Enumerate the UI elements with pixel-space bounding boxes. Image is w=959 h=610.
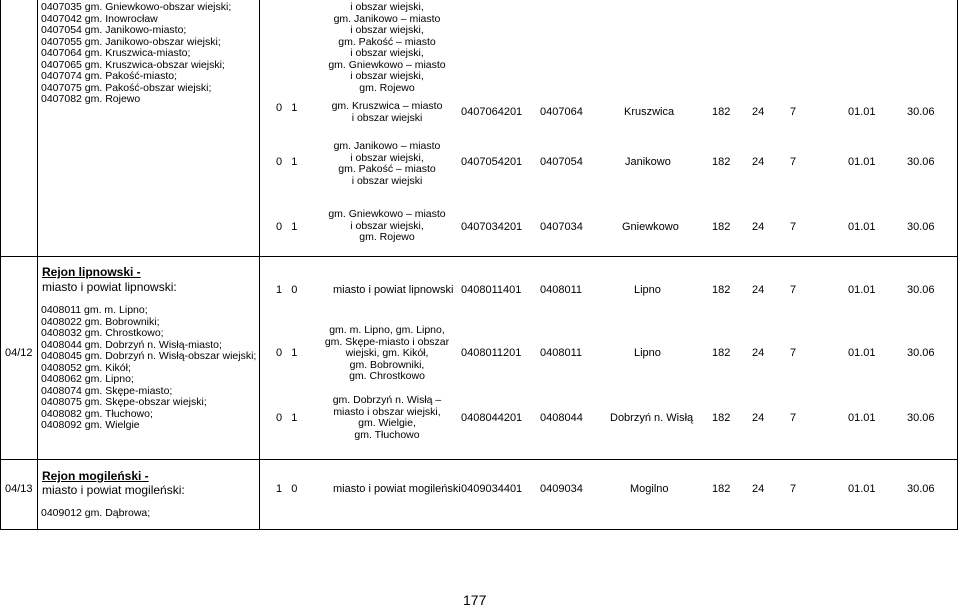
table-bottom-border bbox=[0, 529, 958, 530]
description-line: i obszar wiejski, bbox=[350, 70, 424, 82]
code-1: 0408011201 bbox=[461, 347, 522, 359]
column-divider bbox=[37, 0, 38, 530]
row-description: miasto i powiat mogileński bbox=[333, 483, 461, 495]
section-number: 04/12 bbox=[5, 347, 33, 359]
place-name: Janikowo bbox=[625, 156, 671, 168]
section2-left-list bbox=[41, 305, 256, 432]
description-line: wiejski, gm. Kikół, bbox=[345, 347, 429, 359]
table-left-border bbox=[0, 0, 1, 530]
date-2: 30.06 bbox=[907, 347, 935, 359]
description-line: gm. Gniewkowo – miasto bbox=[328, 58, 446, 71]
date-2: 30.06 bbox=[907, 412, 935, 424]
list-item: 0408062 gm. Lipno; bbox=[41, 373, 134, 385]
row-flags: 0 1 bbox=[276, 347, 298, 359]
date-2: 30.06 bbox=[907, 106, 935, 118]
section-divider bbox=[0, 256, 958, 257]
table-right-border bbox=[957, 0, 958, 530]
list-item: 0407074 gm. Pakość-miasto; bbox=[41, 70, 177, 82]
list-item: 0408052 gm. Kikół; bbox=[41, 361, 131, 374]
value-1: 182 bbox=[712, 106, 731, 118]
row-description bbox=[318, 325, 456, 383]
section-number: 04/13 bbox=[5, 483, 33, 495]
value-3: 7 bbox=[790, 156, 797, 168]
list-item: 0408032 gm. Chrostkowo; bbox=[41, 327, 164, 339]
date-1: 01.01 bbox=[848, 106, 876, 118]
date-1: 01.01 bbox=[848, 284, 876, 296]
row-description-top bbox=[322, 2, 452, 94]
description-line: gm. Dobrzyń n. Wisłą – bbox=[332, 394, 442, 406]
list-item: 0408092 gm. Wielgie bbox=[41, 419, 140, 431]
description-line: i obszar wiejski, bbox=[350, 151, 424, 164]
value-3: 7 bbox=[790, 347, 797, 359]
column-divider bbox=[259, 0, 260, 530]
list-item: 0409012 gm. Dąbrowa; bbox=[41, 507, 151, 519]
value-1: 182 bbox=[712, 347, 731, 359]
row-flags: 0 1 bbox=[276, 102, 298, 114]
section3-left-list bbox=[41, 508, 150, 520]
section-subtitle: miasto i powiat lipnowski: bbox=[42, 280, 177, 294]
code-2: 0408011 bbox=[540, 284, 583, 296]
place-name: Kruszwica bbox=[624, 106, 675, 118]
list-item: 0408011 gm. m. Lipno; bbox=[41, 304, 148, 316]
value-2: 24 bbox=[752, 284, 765, 296]
row-flags: 1 0 bbox=[276, 483, 298, 495]
row-flags: 0 1 bbox=[276, 156, 298, 168]
date-2: 30.06 bbox=[907, 156, 935, 168]
code-1: 0408011401 bbox=[461, 284, 522, 296]
value-3: 7 bbox=[790, 412, 797, 424]
description-line: gm. Tłuchowo bbox=[354, 428, 420, 441]
value-1: 182 bbox=[712, 284, 731, 296]
description-line: gm. Pakość – miasto bbox=[338, 163, 436, 175]
description-line: gm. Rojewo bbox=[359, 81, 415, 94]
description-line: i obszar wiejski, bbox=[350, 24, 424, 36]
place-name: Mogilno bbox=[630, 483, 669, 495]
value-2: 24 bbox=[752, 483, 765, 495]
section-subtitle: miasto i powiat mogileński: bbox=[42, 483, 185, 497]
value-1: 182 bbox=[712, 221, 731, 233]
list-item: 0407065 gm. Kruszwica-obszar wiejski; bbox=[41, 58, 225, 71]
row-flags: 1 0 bbox=[276, 284, 298, 296]
list-item: 0408074 gm. Skępe-miasto; bbox=[41, 384, 173, 397]
code-2: 0408044 bbox=[540, 412, 583, 424]
place-name: Dobrzyń n. Wisłą bbox=[610, 412, 694, 424]
place-name: Lipno bbox=[634, 284, 661, 296]
code-2: 0408011 bbox=[540, 347, 583, 359]
section1-left-list bbox=[41, 2, 231, 106]
date-1: 01.01 bbox=[848, 347, 876, 359]
list-item: 0407035 gm. Gniewkowo-obszar wiejski; bbox=[41, 1, 232, 13]
value-3: 7 bbox=[790, 221, 797, 233]
date-2: 30.06 bbox=[907, 284, 935, 296]
date-1: 01.01 bbox=[848, 412, 876, 424]
row-flags: 0 1 bbox=[276, 412, 298, 424]
description-line: gm. Janikowo – miasto bbox=[333, 140, 441, 152]
description-line: gm. Pakość – miasto bbox=[338, 35, 436, 48]
description-line: gm. Gniewkowo – miasto bbox=[328, 208, 446, 220]
row-description bbox=[322, 209, 452, 244]
description-line: gm. Janikowo – miasto bbox=[333, 12, 441, 25]
section-title: Rejon mogileński - bbox=[42, 469, 149, 483]
value-2: 24 bbox=[752, 221, 765, 233]
date-1: 01.01 bbox=[848, 483, 876, 495]
description-line: gm. Skępe-miasto i obszar bbox=[324, 335, 450, 348]
value-2: 24 bbox=[752, 347, 765, 359]
page-number: 177 bbox=[463, 592, 487, 608]
value-2: 24 bbox=[752, 156, 765, 168]
value-3: 7 bbox=[790, 483, 797, 495]
code-1: 0409034401 bbox=[461, 483, 523, 495]
list-item: 0407054 gm. Janikowo-miasto; bbox=[41, 24, 187, 36]
description-line: gm. Kruszwica – miasto bbox=[331, 100, 443, 112]
description-line: i obszar wiejski, bbox=[350, 1, 424, 13]
date-1: 01.01 bbox=[848, 221, 876, 233]
code-1: 0407054201 bbox=[461, 156, 523, 168]
row-description: miasto i powiat lipnowski bbox=[333, 284, 454, 296]
section-title: Rejon lipnowski - bbox=[42, 265, 141, 279]
place-name: Gniewkowo bbox=[622, 221, 679, 233]
row-description bbox=[322, 141, 452, 187]
list-item: 0408022 gm. Bobrowniki; bbox=[41, 315, 160, 328]
description-line: i obszar wiejski, bbox=[350, 219, 424, 232]
description-line: gm. Bobrowniki, bbox=[349, 358, 425, 371]
code-2: 0407054 bbox=[540, 156, 583, 168]
code-2: 0409034 bbox=[540, 483, 583, 495]
code-1: 0407034201 bbox=[461, 221, 523, 233]
place-name: Lipno bbox=[634, 347, 661, 359]
list-item: 0407055 gm. Janikowo-obszar wiejski; bbox=[41, 35, 221, 48]
description-line: i obszar wiejski bbox=[351, 174, 423, 187]
list-item: 0407042 gm. Inowrocław bbox=[41, 12, 158, 25]
description-line: gm. Wielgie, bbox=[358, 417, 416, 429]
list-item: 0407075 gm. Pakość-obszar wiejski; bbox=[41, 81, 212, 94]
description-line: gm. Rojewo bbox=[359, 231, 415, 243]
value-1: 182 bbox=[712, 412, 731, 424]
code-2: 0407034 bbox=[540, 221, 583, 233]
value-2: 24 bbox=[752, 412, 765, 424]
list-item: 0408075 gm. Skępe-obszar wiejski; bbox=[41, 396, 207, 408]
row-flags: 0 1 bbox=[276, 221, 298, 233]
code-1: 0407064201 bbox=[461, 106, 523, 118]
description-line: miasto i obszar wiejski, bbox=[333, 405, 441, 418]
list-item: 0407082 gm. Rojewo bbox=[41, 93, 141, 105]
list-item: 0408082 gm. Tłuchowo; bbox=[41, 407, 153, 420]
value-3: 7 bbox=[790, 284, 797, 296]
date-1: 01.01 bbox=[848, 156, 876, 168]
description-line: i obszar wiejski bbox=[351, 111, 423, 124]
description-line: gm. Chrostkowo bbox=[349, 370, 425, 382]
list-item: 0408044 gm. Dobrzyń n. Wisłą-miasto; bbox=[41, 338, 222, 351]
value-1: 182 bbox=[712, 156, 731, 168]
value-3: 7 bbox=[790, 106, 797, 118]
value-1: 182 bbox=[712, 483, 731, 495]
list-item: 0407064 gm. Kruszwica-miasto; bbox=[41, 47, 191, 59]
value-2: 24 bbox=[752, 106, 765, 118]
description-line: gm. m. Lipno, gm. Lipno, bbox=[329, 324, 445, 336]
code-2: 0407064 bbox=[540, 106, 583, 118]
date-2: 30.06 bbox=[907, 221, 935, 233]
list-item: 0408045 gm. Dobrzyń n. Wisłą-obszar wiejski; bbox=[41, 350, 257, 362]
row-description bbox=[322, 101, 452, 124]
row-description bbox=[322, 395, 452, 441]
date-2: 30.06 bbox=[907, 483, 935, 495]
description-line: i obszar wiejski, bbox=[350, 47, 424, 59]
code-1: 0408044201 bbox=[461, 412, 523, 424]
section-divider bbox=[0, 459, 958, 460]
